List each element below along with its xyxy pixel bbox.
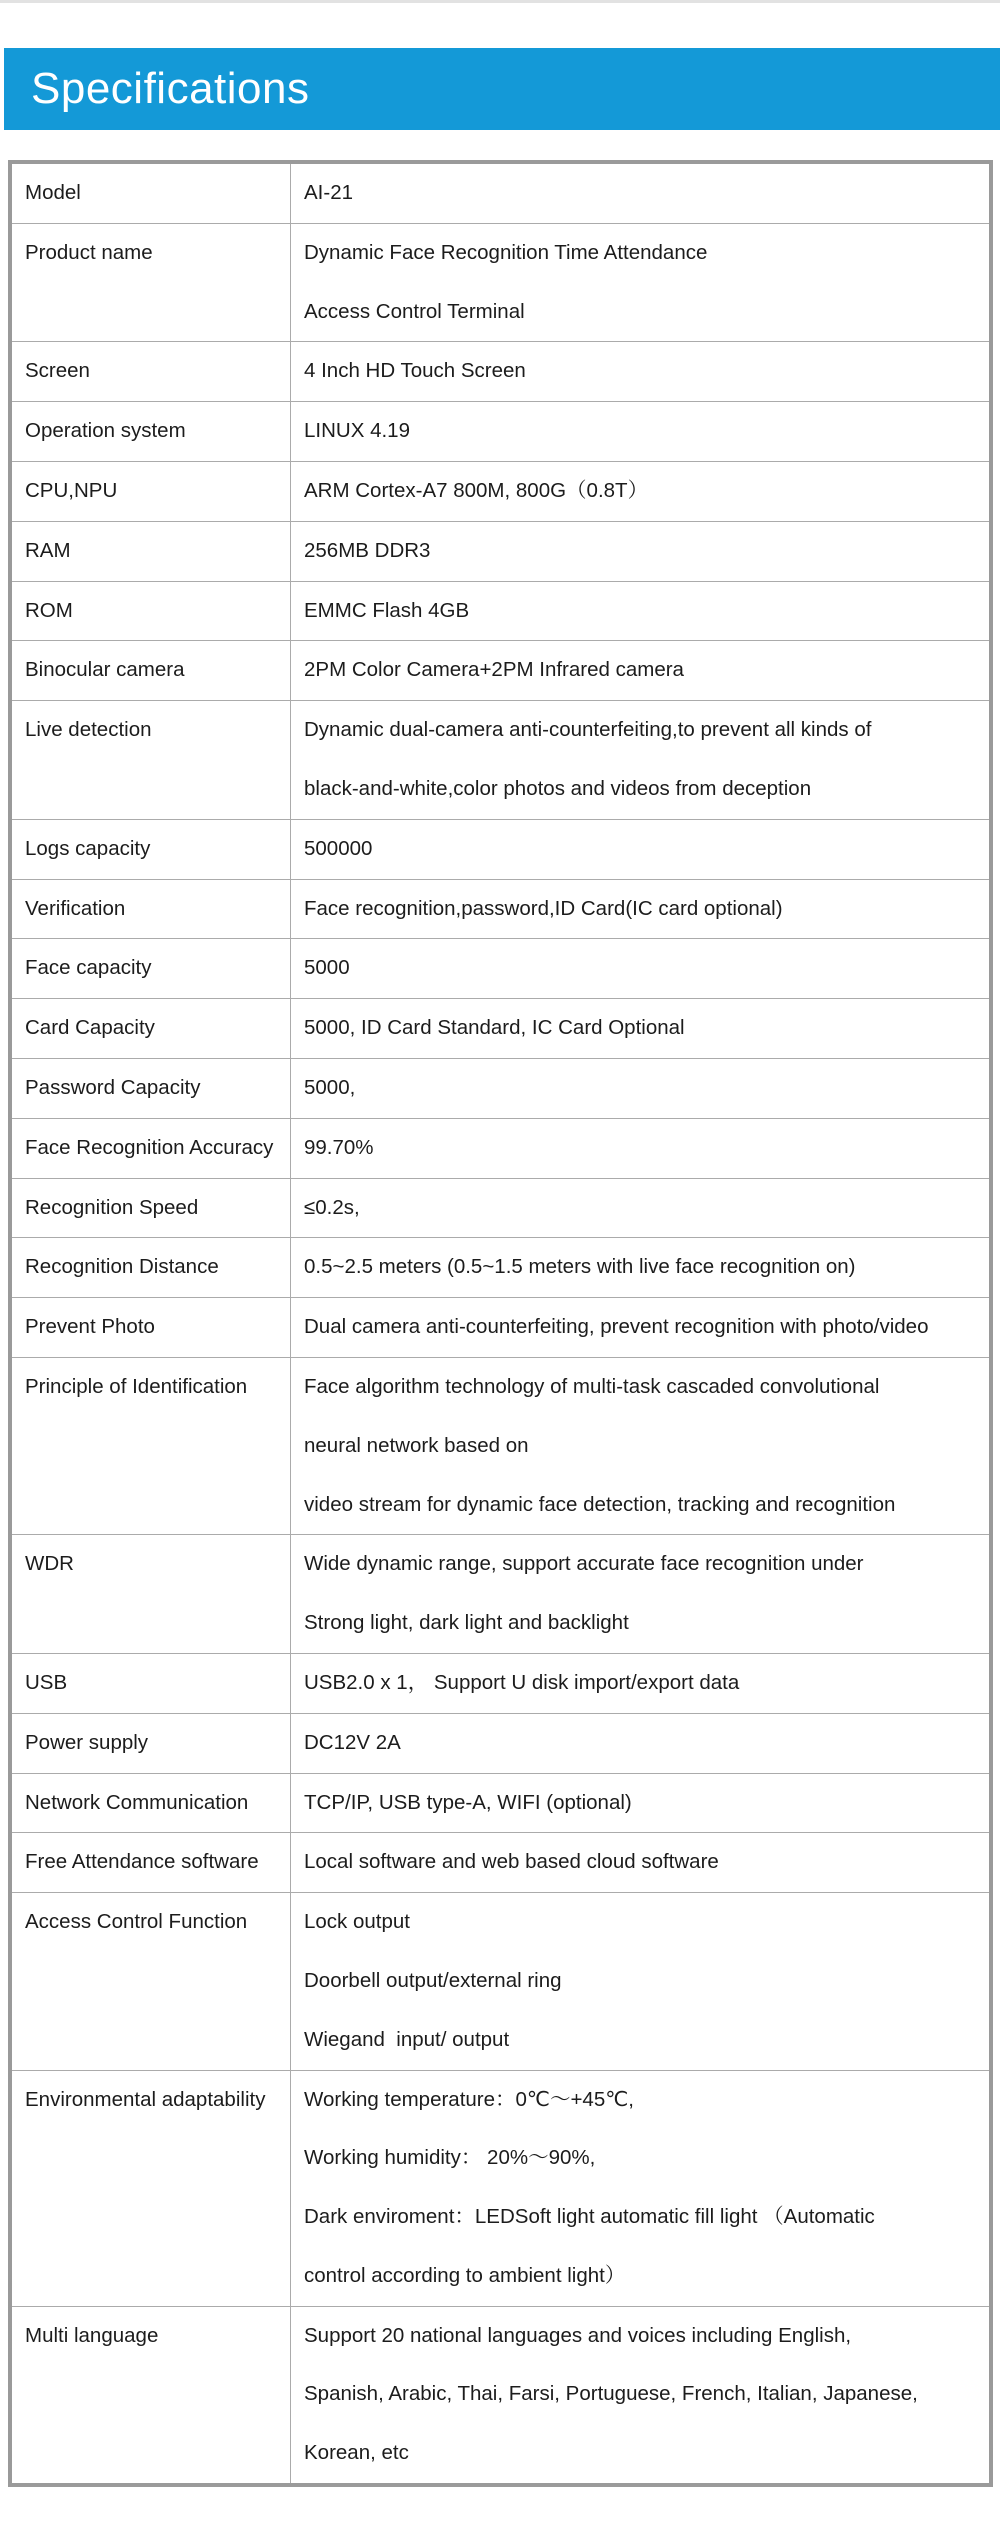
- spec-value-line: Dynamic Face Recognition Time Attendance: [304, 240, 708, 264]
- spec-value-cell: [291, 1833, 989, 1892]
- table-row: [12, 1892, 989, 2069]
- spec-value-line: 500000: [304, 836, 373, 860]
- spec-value-cell: [291, 1654, 989, 1713]
- spec-value-line: ARM Cortex-A7 800M, 800G（0.8T）: [304, 478, 649, 502]
- table-row: [12, 401, 989, 461]
- spec-label-cell: [12, 2071, 291, 2306]
- spec-value-line: Face recognition,password,ID Card(IC card optional): [304, 896, 783, 920]
- spec-label: Environmental adaptability: [25, 2087, 266, 2111]
- spec-label: Card Capacity: [25, 1016, 155, 1040]
- spec-label: Principle of Identification: [25, 1374, 248, 1398]
- spec-label-cell: [12, 582, 291, 641]
- spec-label: Logs capacity: [25, 836, 151, 860]
- spec-value-line: video stream for dynamic face detection, tracking and recognition: [304, 1492, 896, 1516]
- page-title: Specifications: [31, 64, 310, 113]
- spec-label-cell: [12, 1714, 291, 1773]
- spec-label: Face capacity: [25, 956, 152, 980]
- spec-value-cell: [291, 522, 989, 581]
- spec-label-cell: [12, 1358, 291, 1534]
- spec-value-cell: [291, 1238, 989, 1297]
- spec-value-line: Dark enviroment：LEDSoft light automatic fill light （Automatic: [304, 2205, 875, 2229]
- table-row: [12, 1297, 989, 1357]
- spec-value-line: neural network based on: [304, 1433, 529, 1457]
- spec-value-line: AI-21: [304, 181, 353, 204]
- spec-value-line: Face algorithm technology of multi-task cascaded convolutional: [304, 1374, 880, 1398]
- spec-value-cell: [291, 462, 989, 521]
- spec-label-cell: [12, 1238, 291, 1297]
- spec-value-line: Working temperature：0℃～+45℃,: [304, 2087, 634, 2111]
- spec-value-line: Local software and web based cloud software: [304, 1850, 719, 1874]
- spec-label-cell: [12, 880, 291, 939]
- spec-label-cell: [12, 1774, 291, 1833]
- spec-value-cell: [291, 164, 989, 223]
- spec-label-cell: [12, 2307, 291, 2483]
- spec-label-cell: [12, 1833, 291, 1892]
- table-row: [12, 1178, 989, 1238]
- spec-value-cell: [291, 1774, 989, 1833]
- spec-label: USB: [25, 1670, 68, 1694]
- spec-value-cell: [291, 641, 989, 700]
- table-row: [12, 521, 989, 581]
- spec-label: Face Recognition Accuracy: [25, 1135, 274, 1159]
- spec-value-line: Lock output: [304, 1910, 410, 1934]
- table-row: [12, 1118, 989, 1178]
- spec-value-cell: [291, 1535, 989, 1653]
- spec-label-cell: [12, 1298, 291, 1357]
- table-row: [12, 164, 989, 223]
- table-row: [12, 1357, 989, 1534]
- spec-label-cell: [12, 701, 291, 819]
- spec-value-line: Support 20 national languages and voices including English,: [304, 2323, 852, 2347]
- spec-value-line: 99.70%: [304, 1135, 374, 1159]
- spec-label: Binocular camera: [25, 658, 185, 682]
- spec-value-line: Access Control Terminal: [304, 299, 525, 323]
- spec-value-cell: [291, 1298, 989, 1357]
- spec-label-cell: [12, 999, 291, 1058]
- spec-value-cell: [291, 1179, 989, 1238]
- spec-label-cell: [12, 820, 291, 879]
- spec-value-line: EMMC Flash 4GB: [304, 598, 470, 622]
- table-row: [12, 1713, 989, 1773]
- spec-label: Live detection: [25, 718, 152, 742]
- spec-value-line: Korean, etc: [304, 2441, 409, 2465]
- spec-label-cell: [12, 1654, 291, 1713]
- table-row: [12, 2306, 989, 2483]
- spec-label-cell: [12, 1179, 291, 1238]
- spec-value-cell: [291, 1059, 989, 1118]
- spec-value-line: Working humidity： 20%～90%,: [304, 2146, 596, 2170]
- spec-label-cell: [12, 522, 291, 581]
- table-row: [12, 1237, 989, 1297]
- spec-value-cell: [291, 1119, 989, 1178]
- spec-label: Product name: [25, 240, 153, 264]
- spec-value-cell: [291, 402, 989, 461]
- spec-value-cell: [291, 1358, 989, 1534]
- spec-label-cell: [12, 402, 291, 461]
- spec-label: Multi language: [25, 2323, 159, 2347]
- spec-label-cell: [12, 1893, 291, 2069]
- spec-value-line: Wiegand input/ output: [304, 2027, 510, 2051]
- spec-value-line: 5000, ID Card Standard, IC Card Optional: [304, 1016, 685, 1040]
- spec-value-line: LINUX 4.19: [304, 419, 410, 443]
- spec-value-cell: [291, 224, 989, 342]
- table-row: [12, 700, 989, 819]
- spec-label: Password Capacity: [25, 1075, 201, 1099]
- spec-value-line: Dynamic dual-camera anti-counterfeiting,to prevent all kinds of: [304, 718, 872, 742]
- spec-label-cell: [12, 641, 291, 700]
- page-top-divider: [0, 0, 1000, 3]
- table-row: [12, 1653, 989, 1713]
- spec-label: ROM: [25, 598, 73, 622]
- spec-value-line: control according to ambient light）: [304, 2263, 626, 2287]
- spec-label: Network Communication: [25, 1790, 249, 1814]
- spec-value-line: Spanish, Arabic, Thai, Farsi, Portuguese, French, Italian, Japanese,: [304, 2382, 918, 2406]
- spec-value-line: 2PM Color Camera+2PM Infrared camera: [304, 658, 684, 682]
- spec-value-line: Dual camera anti-counterfeiting, prevent recognition with photo/video: [304, 1315, 929, 1339]
- table-row: [12, 1534, 989, 1653]
- table-row: [12, 341, 989, 401]
- table-row: [12, 1832, 989, 1892]
- table-row: [12, 581, 989, 641]
- spec-value-cell: [291, 1893, 989, 2069]
- spec-value-cell: [291, 701, 989, 819]
- table-row: [12, 2070, 989, 2306]
- spec-label: Prevent Photo: [25, 1315, 155, 1339]
- spec-value-cell: [291, 342, 989, 401]
- spec-value-line: ≤0.2s,: [304, 1195, 360, 1219]
- spec-value-line: black-and-white,color photos and videos from deception: [304, 776, 812, 800]
- spec-value-line: 5000: [304, 956, 350, 980]
- spec-label-cell: [12, 224, 291, 342]
- spec-label-cell: [12, 164, 291, 223]
- spec-value-cell: [291, 999, 989, 1058]
- spec-value-cell: [291, 820, 989, 879]
- spec-value-cell: [291, 939, 989, 998]
- spec-label: RAM: [25, 538, 71, 562]
- spec-value-cell: [291, 2307, 989, 2483]
- spec-value-cell: [291, 2071, 989, 2306]
- spec-value-line: 0.5~2.5 meters (0.5~1.5 meters with live face recognition on): [304, 1255, 856, 1279]
- spec-label-cell: [12, 462, 291, 521]
- spec-value-line: Doorbell output/external ring: [304, 1968, 562, 1992]
- spec-label: Operation system: [25, 419, 186, 443]
- table-row: [12, 1058, 989, 1118]
- spec-value-cell: [291, 1714, 989, 1773]
- table-row: [12, 461, 989, 521]
- table-row: [12, 819, 989, 879]
- spec-label-cell: [12, 342, 291, 401]
- spec-value-cell: [291, 880, 989, 939]
- spec-label-cell: [12, 1059, 291, 1118]
- spec-value-line: Strong light, dark light and backlight: [304, 1611, 629, 1635]
- spec-label: Recognition Speed: [25, 1195, 199, 1219]
- spec-value-line: TCP/IP, USB type-A, WIFI (optional): [304, 1790, 632, 1814]
- page-header: [4, 48, 1000, 130]
- spec-value-line: DC12V 2A: [304, 1730, 401, 1754]
- table-row: [12, 640, 989, 700]
- spec-label-cell: [12, 1535, 291, 1653]
- spec-value-line: 5000,: [304, 1075, 356, 1099]
- table-row: [12, 1773, 989, 1833]
- spec-label: Model: [25, 181, 81, 204]
- spec-label: CPU,NPU: [25, 478, 118, 502]
- spec-label-cell: [12, 939, 291, 998]
- table-row: [12, 879, 989, 939]
- spec-label-cell: [12, 1119, 291, 1178]
- spec-value-line: 4 Inch HD Touch Screen: [304, 359, 526, 383]
- table-row: [12, 223, 989, 342]
- spec-value-line: Wide dynamic range, support accurate face recognition under: [304, 1552, 864, 1576]
- spec-value-line: 256MB DDR3: [304, 538, 431, 562]
- spec-label: Screen: [25, 359, 90, 383]
- spec-label: WDR: [25, 1552, 74, 1576]
- spec-value-line: USB2.0 x 1， Support U disk import/export data: [304, 1670, 740, 1694]
- spec-label: Recognition Distance: [25, 1255, 219, 1279]
- spec-value-cell: [291, 582, 989, 641]
- table-row: [12, 998, 989, 1058]
- spec-label: Power supply: [25, 1730, 149, 1754]
- spec-label: Verification: [25, 896, 126, 920]
- specifications-table: [8, 160, 993, 2487]
- spec-label: Access Control Function: [25, 1910, 248, 1934]
- table-row: [12, 938, 989, 998]
- spec-label: Free Attendance software: [25, 1850, 259, 1874]
